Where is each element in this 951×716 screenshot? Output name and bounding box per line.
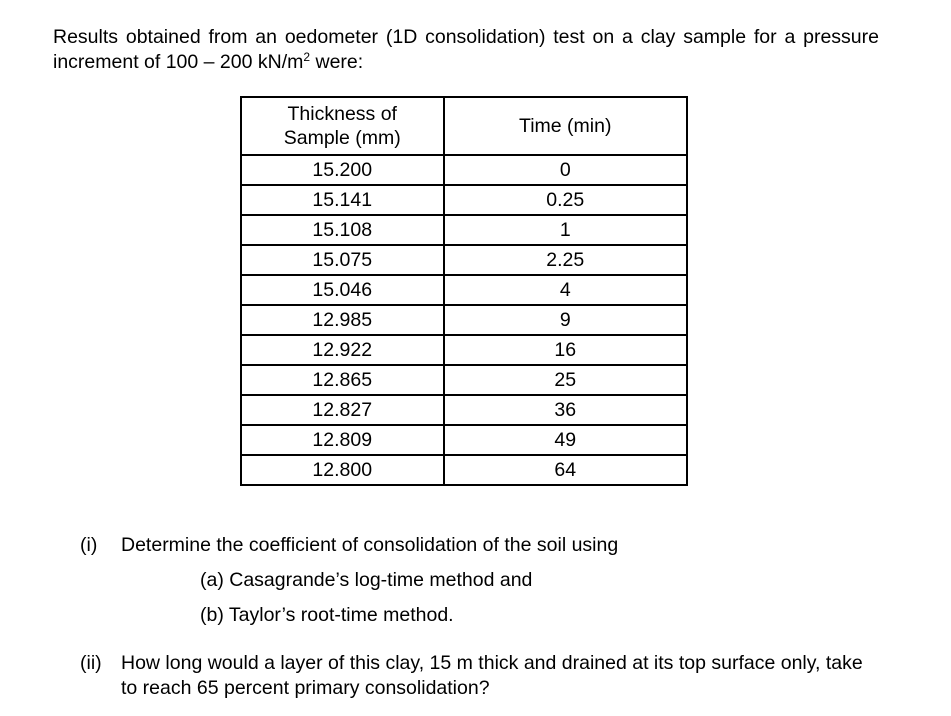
- thickness-cell: 15.141: [241, 185, 444, 215]
- thickness-cell: 12.809: [241, 425, 444, 455]
- intro-superscript: 2: [303, 50, 311, 64]
- thickness-cell: 15.108: [241, 215, 444, 245]
- table-row: [241, 185, 687, 215]
- table-header-row: [241, 97, 687, 155]
- time-cell: 1: [444, 215, 687, 245]
- oedometer-results-table: [240, 96, 688, 486]
- table-row: [241, 395, 687, 425]
- table-row: [241, 155, 687, 185]
- table-row: [241, 335, 687, 365]
- question-1-text: Determine the coefficient of consolidation of the soil using: [121, 534, 619, 556]
- table-row: [241, 305, 687, 335]
- time-cell: 25: [444, 365, 687, 395]
- header-time: Time (min): [444, 97, 687, 155]
- question-2: [80, 651, 880, 701]
- table-row: [241, 455, 687, 485]
- time-cell: 9: [444, 305, 687, 335]
- table-row: [241, 365, 687, 395]
- thickness-cell: 12.827: [241, 395, 444, 425]
- time-cell: 0.25: [444, 185, 687, 215]
- thickness-cell: 15.046: [241, 275, 444, 305]
- intro-paragraph: [53, 25, 879, 75]
- question-1-part-a: (a) Casagrande’s log-time method and: [200, 569, 533, 591]
- intro-text: Results obtained from an oedometer (1D consolidation) test on a clay sample for a pressure increment of 100 – 200 kN/m: [53, 26, 879, 73]
- time-cell: 36: [444, 395, 687, 425]
- time-cell: 0: [444, 155, 687, 185]
- thickness-cell: 12.865: [241, 365, 444, 395]
- thickness-cell: 12.922: [241, 335, 444, 365]
- question-1-part-b: (b) Taylor’s root-time method.: [200, 604, 454, 626]
- header-thickness-label: Thickness of Sample (mm): [283, 103, 401, 149]
- time-cell: 64: [444, 455, 687, 485]
- question-2-number: (ii): [80, 652, 102, 674]
- table-row: [241, 425, 687, 455]
- thickness-cell: 12.800: [241, 455, 444, 485]
- time-cell: 49: [444, 425, 687, 455]
- table-row: [241, 275, 687, 305]
- header-thickness: [241, 97, 444, 155]
- intro-tail: were:: [310, 51, 364, 73]
- time-cell: 2.25: [444, 245, 687, 275]
- thickness-cell: 12.985: [241, 305, 444, 335]
- thickness-cell: 15.075: [241, 245, 444, 275]
- question-1: [80, 533, 880, 558]
- question-2-text: How long would a layer of this clay, 15 m thick and drained at its top surface only, take to reach 65 percent primary consolidation?: [121, 652, 863, 699]
- table-row: [241, 215, 687, 245]
- table-row: [241, 245, 687, 275]
- question-1-number: (i): [80, 534, 98, 556]
- thickness-cell: 15.200: [241, 155, 444, 185]
- time-cell: 16: [444, 335, 687, 365]
- time-cell: 4: [444, 275, 687, 305]
